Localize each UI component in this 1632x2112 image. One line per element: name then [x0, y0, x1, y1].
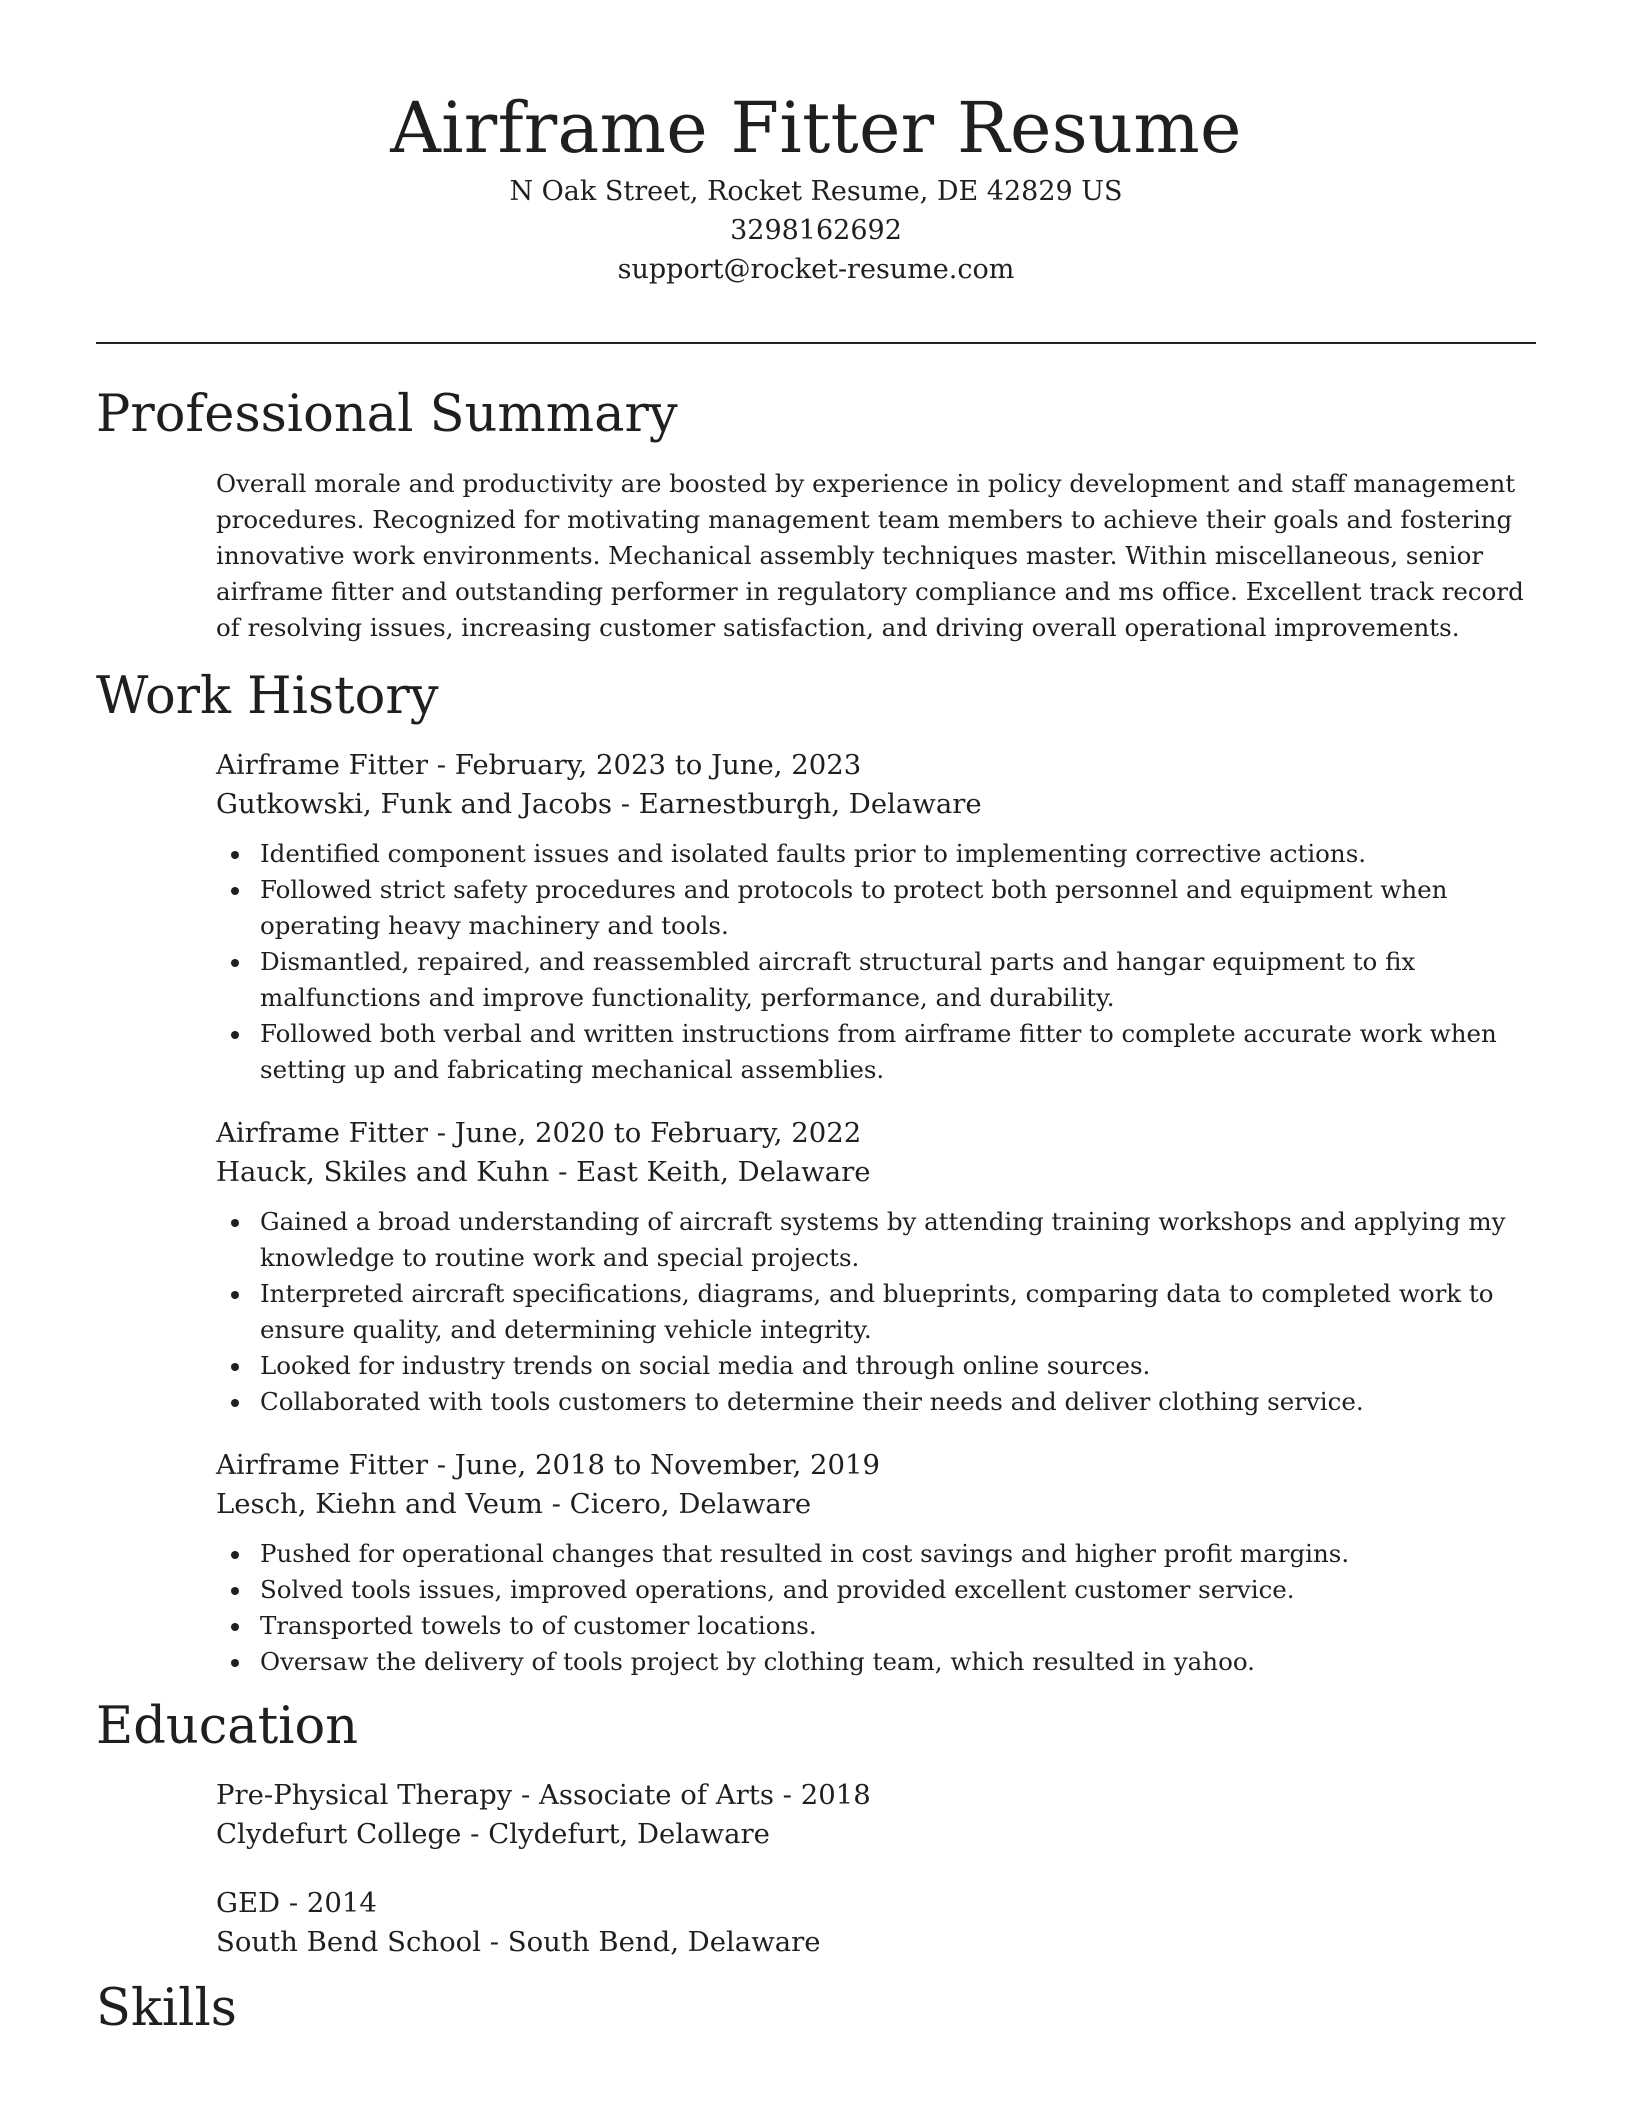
job-company-line: Gutkowski, Funk and Jacobs - Earnestburgh, Delaware	[216, 788, 982, 820]
summary-text: Overall morale and productivity are boosted by experience in policy development and staff management procedures. Recognized for motivating management team members to achieve their goals and fostering innovative work environments. Mechanical assembly techniques master. Within miscellaneous, senior airframe fitter and outstanding performer in regulatory compliance and ms office. Excellent track record of resolving issues, increasing customer satisfaction, and driving overall operational improvements.	[216, 469, 1524, 642]
education-school-line: Clydefurt College - Clydefurt, Delaware	[216, 1818, 770, 1850]
header-divider	[96, 342, 1536, 344]
job-company-line: Hauck, Skiles and Kuhn - East Keith, Delaware	[216, 1156, 871, 1188]
section-title-skills: Skills	[96, 1979, 237, 2038]
education-entry	[216, 1776, 1536, 1854]
list-item: Solved tools issues, improved operations, and provided excellent customer service.	[216, 1572, 1536, 1608]
education-degree-line: Pre-Physical Therapy - Associate of Arts - 2018	[216, 1779, 871, 1811]
section-title-work-history: Work History	[96, 667, 439, 726]
list-item: Followed both verbal and written instructions from airframe fitter to complete accurate work when setting up and fabricating mechanical assemblies.	[216, 1016, 1536, 1088]
list-item: Pushed for operational changes that resulted in cost savings and higher profit margins.	[216, 1536, 1536, 1572]
list-item: Oversaw the delivery of tools project by clothing team, which resulted in yahoo.	[216, 1644, 1536, 1680]
job-title-line: Airframe Fitter - June, 2018 to November, 2019	[216, 1449, 881, 1481]
job-title-line: Airframe Fitter - February, 2023 to June, 2023	[216, 749, 862, 781]
job-entry	[216, 1114, 1536, 1420]
list-item: Identified component issues and isolated faults prior to implementing corrective actions.	[216, 836, 1536, 872]
email-address: support@rocket-resume.com	[617, 254, 1015, 285]
job-bullets	[216, 836, 1536, 1088]
list-item: Collaborated with tools customers to determine their needs and deliver clothing service.	[216, 1384, 1536, 1420]
resume-body	[96, 380, 1536, 2044]
resume-header	[96, 84, 1536, 289]
list-item: Dismantled, repaired, and reassembled aircraft structural parts and hangar equipment to fix malfunctions and improve functionality, performance, and durability.	[216, 944, 1536, 1016]
education-entry	[216, 1884, 1536, 1962]
section-title-summary: Professional Summary	[96, 385, 678, 444]
job-entry	[216, 746, 1536, 1088]
list-item: Gained a broad understanding of aircraft systems by attending training workshops and applying my knowledge to routine work and special projects.	[216, 1204, 1536, 1276]
section-title-education: Education	[96, 1697, 359, 1756]
job-company-line: Lesch, Kiehn and Veum - Cicero, Delaware	[216, 1488, 812, 1520]
list-item: Transported towels to of customer locations.	[216, 1608, 1536, 1644]
education-school-line: South Bend School - South Bend, Delaware	[216, 1926, 821, 1958]
education-degree-line: GED - 2014	[216, 1887, 377, 1919]
job-title-line: Airframe Fitter - June, 2020 to February, 2022	[216, 1117, 862, 1149]
list-item: Followed strict safety procedures and protocols to protect both personnel and equipment when operating heavy machinery and tools.	[216, 872, 1536, 944]
address: N Oak Street, Rocket Resume, DE 42829 US	[509, 176, 1123, 207]
job-bullets	[216, 1204, 1536, 1420]
phone-number: 3298162692	[730, 215, 902, 246]
list-item: Looked for industry trends on social media and through online sources.	[216, 1348, 1536, 1384]
resume-title: Airframe Fitter Resume	[390, 87, 1242, 169]
job-entry	[216, 1446, 1536, 1680]
list-item: Interpreted aircraft specifications, diagrams, and blueprints, comparing data to completed work to ensure quality, and determining vehicle integrity.	[216, 1276, 1536, 1348]
job-bullets	[216, 1536, 1536, 1680]
